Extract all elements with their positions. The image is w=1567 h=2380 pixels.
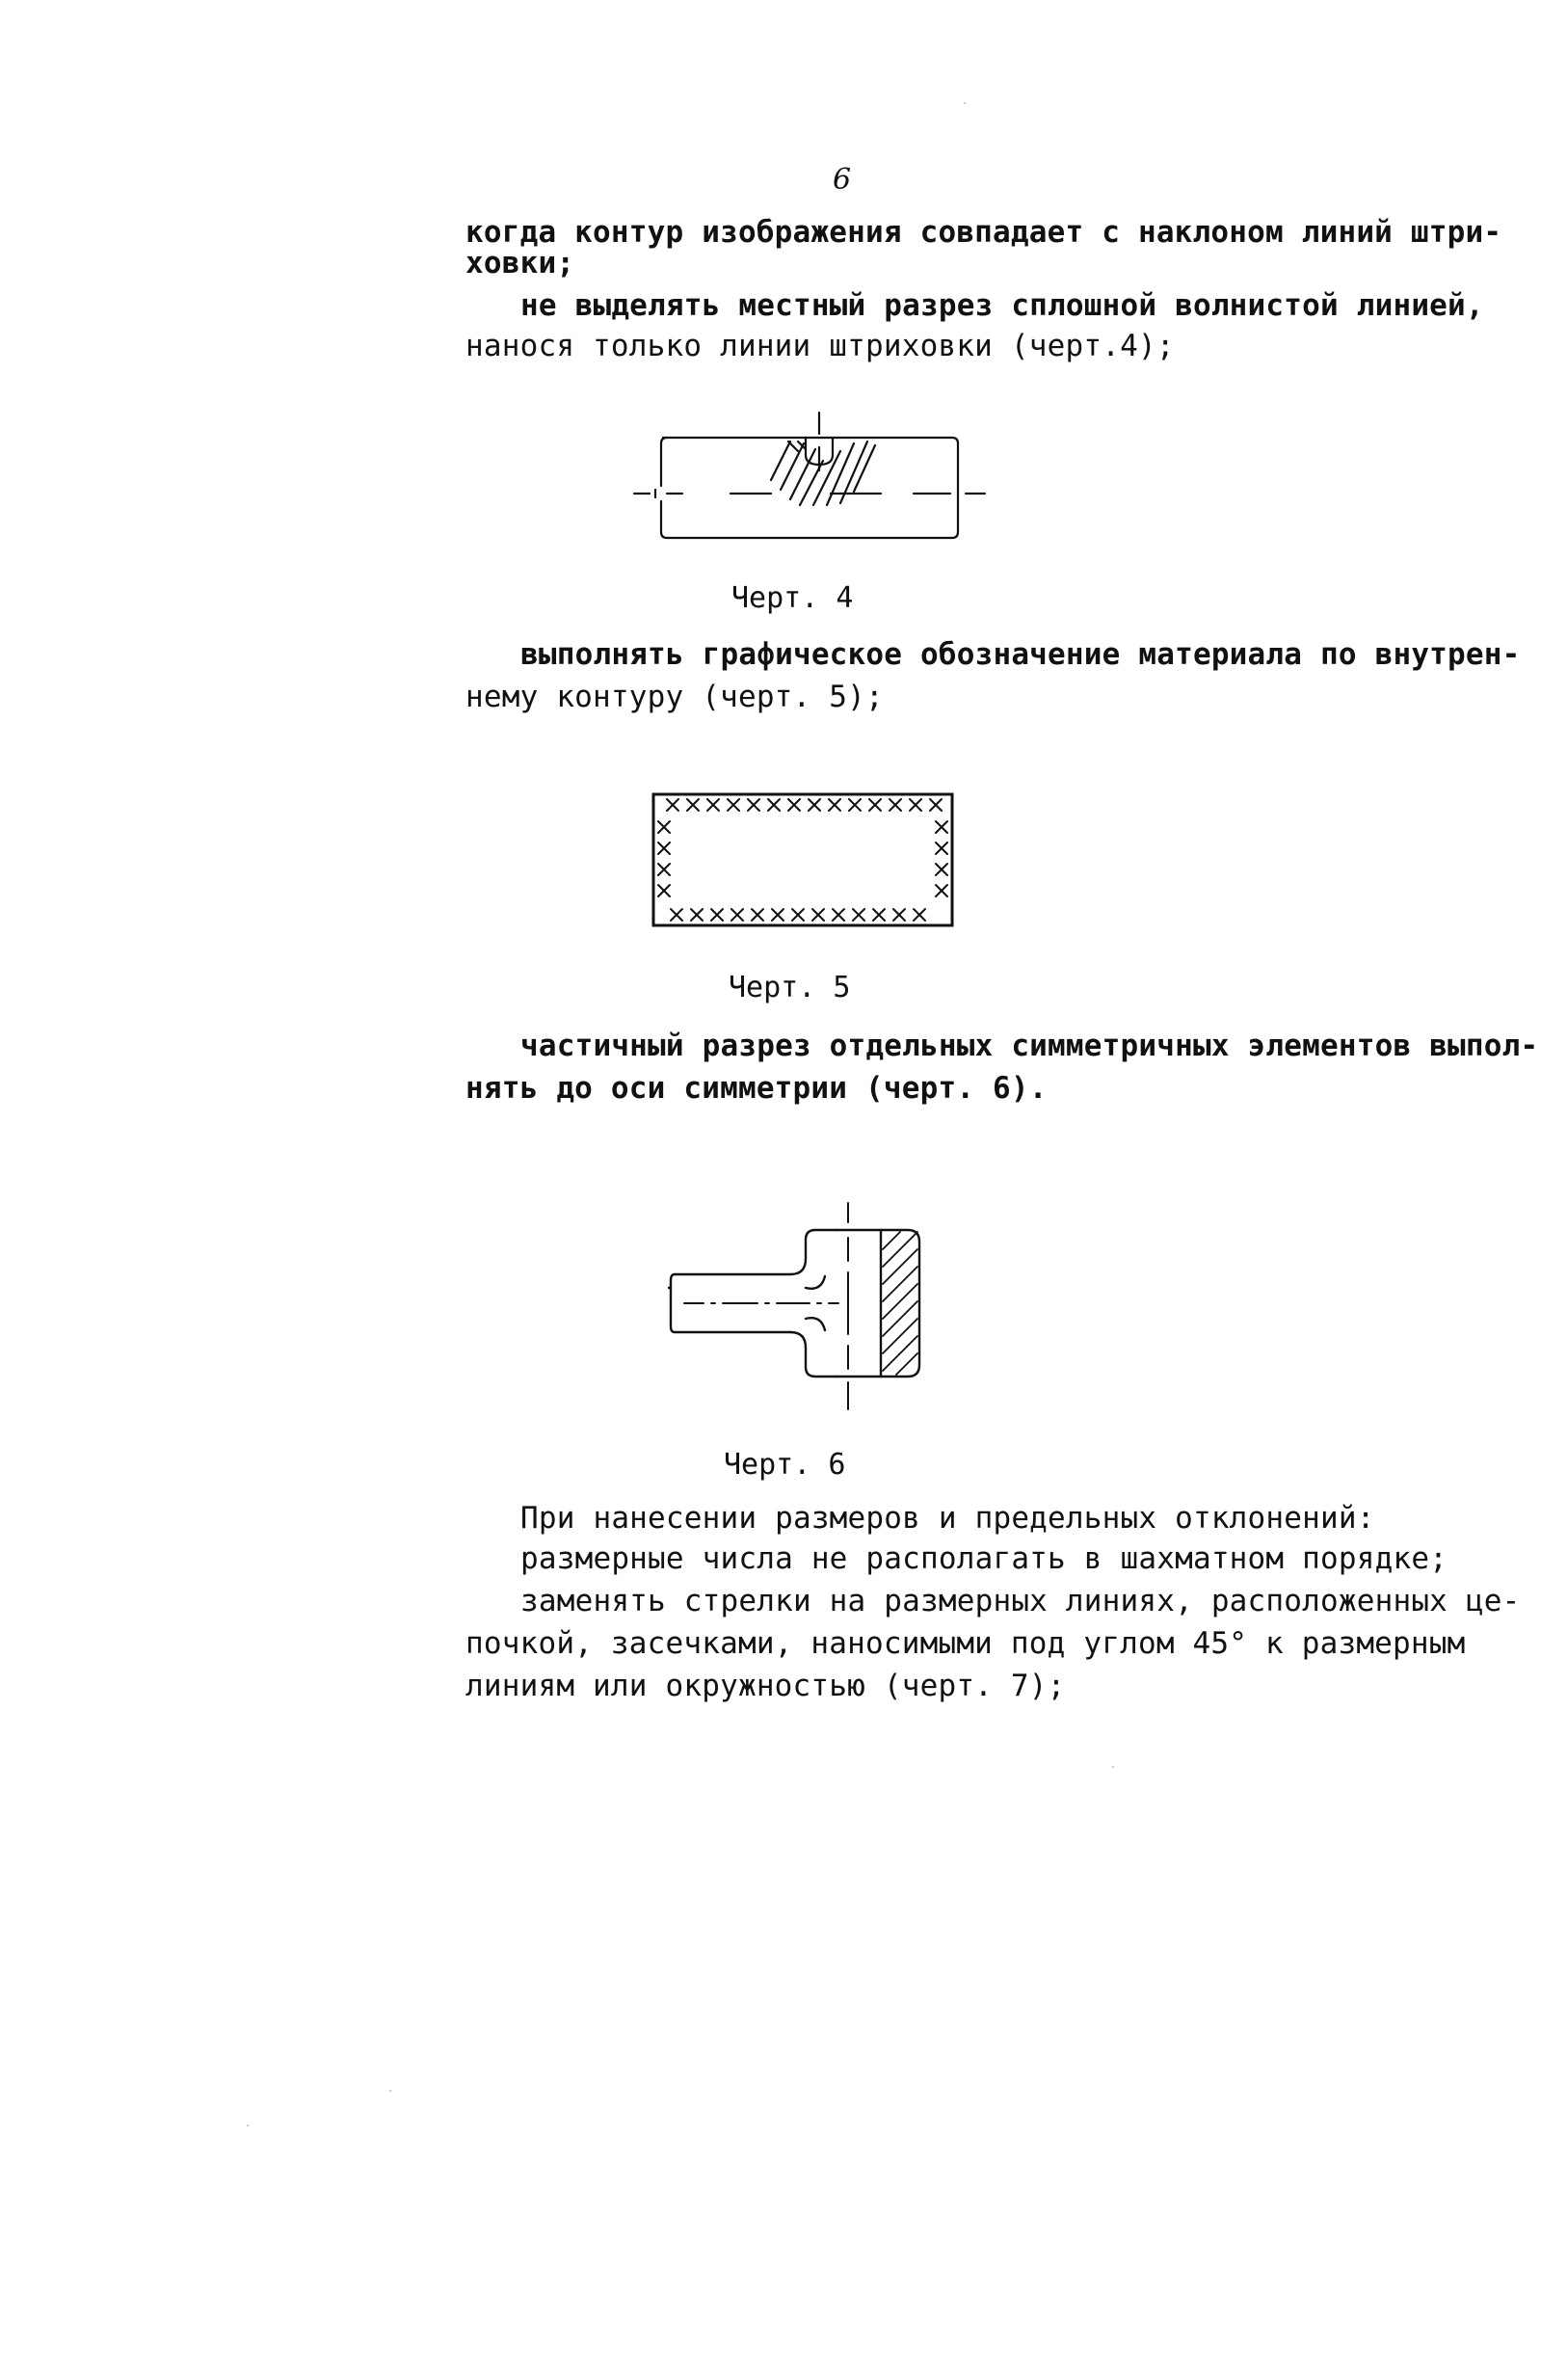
paragraph-2-line-2: нанося только линии штриховки (черт.4); (465, 329, 1175, 363)
scan-speck (1112, 1766, 1114, 1768)
scan-speck (964, 102, 966, 104)
scan-speck (247, 2125, 249, 2126)
figure-4-drawing (626, 413, 993, 548)
paragraph-2-line-1: не выделять местный разрез сплошной волнистой линией, (520, 288, 1484, 323)
figure-6-caption: Черт. 6 (724, 1448, 846, 1482)
paragraph-4-line-1: частичный разрез отдельных симметричных элементов выпол- (520, 1029, 1539, 1063)
paragraph-7-line-1: заменять стрелки на размерных линиях, расположенных це- (520, 1584, 1521, 1618)
figure-6-drawing (665, 1203, 937, 1415)
paragraph-1-line-1: когда контур изображения совпадает с наклоном линий штри- (465, 215, 1502, 250)
paragraph-4-line-2: нять до оси симметрии (черт. 6). (465, 1071, 1048, 1106)
figure-5-caption: Черт. 5 (729, 971, 851, 1004)
figure-4-caption: Черт. 4 (731, 581, 854, 615)
paragraph-7-line-2: почкой, засечками, наносимыми под углом 45° к размерным (465, 1626, 1466, 1661)
page-number: 6 (833, 163, 852, 197)
paragraph-5-line-1: При нанесении размеров и предельных отклонений: (520, 1501, 1375, 1536)
paragraph-3-line-2: нему контуру (черт. 5); (465, 680, 884, 714)
paragraph-3-line-1: выполнять графическое обозначение материала по внутрен- (520, 637, 1521, 672)
paragraph-7-line-3: линиям или окружностью (черт. 7); (465, 1669, 1066, 1703)
paragraph-6-line-1: размерные числа не располагать в шахматном порядке; (520, 1541, 1448, 1576)
figure-5-drawing (648, 789, 960, 931)
paragraph-1-line-2: ховки; (465, 246, 575, 281)
scan-speck (389, 2090, 391, 2092)
